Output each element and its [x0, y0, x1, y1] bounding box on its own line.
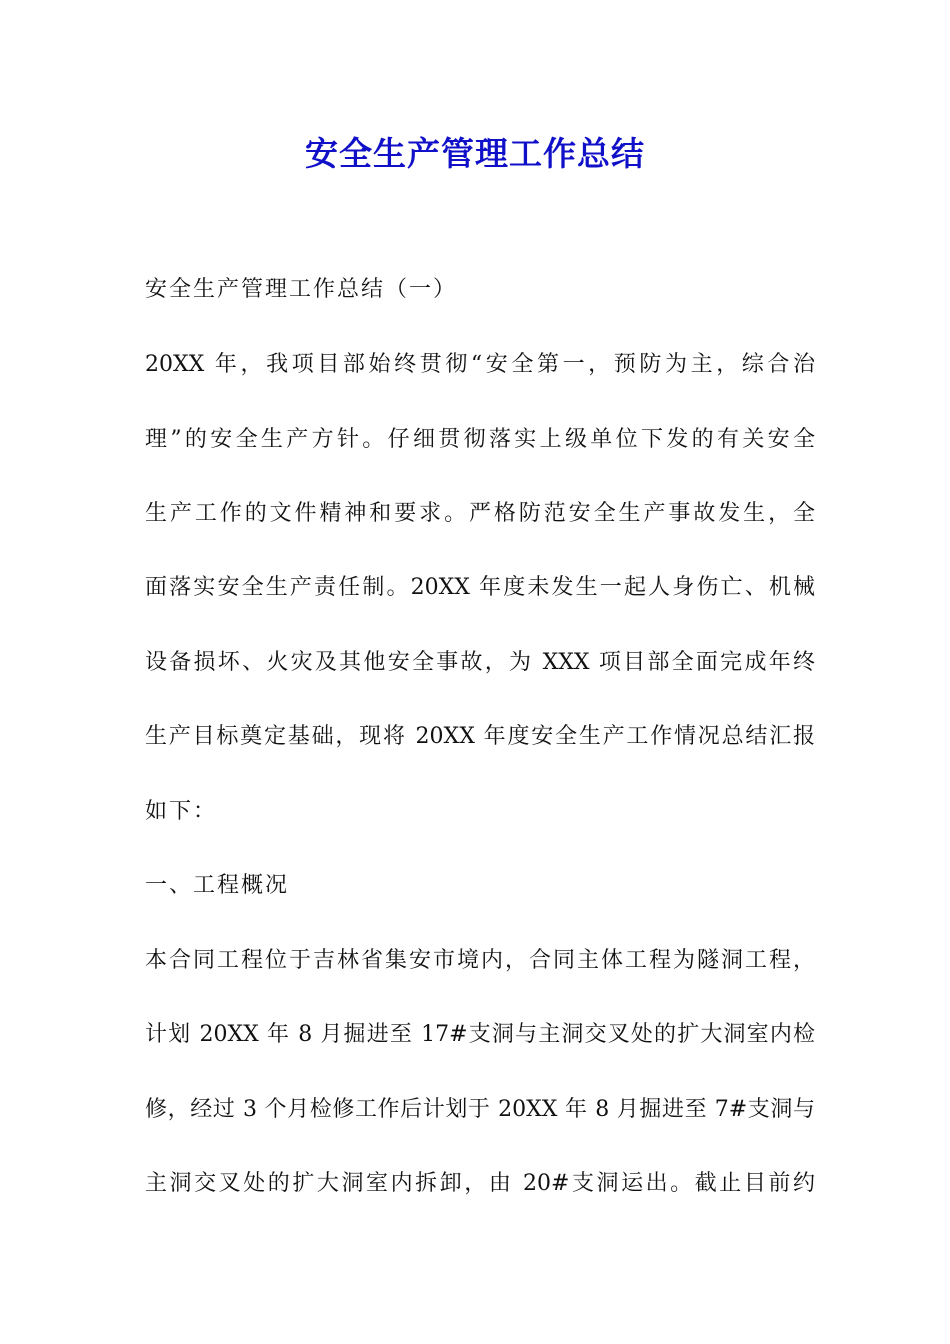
- section-line-3: 修，经过 3 个月检修工作后计划于 20XX 年 8 月掘进至 7#支洞与: [145, 1097, 815, 1122]
- section-line-1: 本合同工程位于吉林省集安市境内，合同主体工程为隧洞工程，: [145, 948, 815, 973]
- section-line-4: 主洞交叉处的扩大洞室内拆卸，由 20#支洞运出。截止目前约: [145, 1171, 815, 1196]
- subtitle: 安全生产管理工作总结（一）: [145, 277, 458, 302]
- paragraph-line-1: 20XX 年，我项目部始终贯彻“安全第一，预防为主，综合治: [145, 352, 815, 377]
- paragraph-line-4: 面落实安全生产责任制。20XX 年度未发生一起人身伤亡、机械: [145, 575, 815, 600]
- section-line-2: 计划 20XX 年 8 月掘进至 17#支洞与主洞交叉处的扩大洞室内检: [145, 1022, 815, 1047]
- document-title: 安全生产管理工作总结: [305, 134, 645, 173]
- paragraph-line-6: 生产目标奠定基础，现将 20XX 年度安全生产工作情况总结汇报: [145, 724, 815, 749]
- paragraph-line-5: 设备损坏、火灾及其他安全事故，为 XXX 项目部全面完成年终: [145, 650, 815, 675]
- paragraph-line-3: 生产工作的文件精神和要求。严格防范安全生产事故发生，全: [145, 501, 815, 526]
- section-heading: 一、工程概况: [145, 873, 290, 898]
- paragraph-line-7: 如下：: [145, 799, 218, 824]
- paragraph-line-2: 理”的安全生产方针。仔细贯彻落实上级单位下发的有关安全: [145, 427, 815, 452]
